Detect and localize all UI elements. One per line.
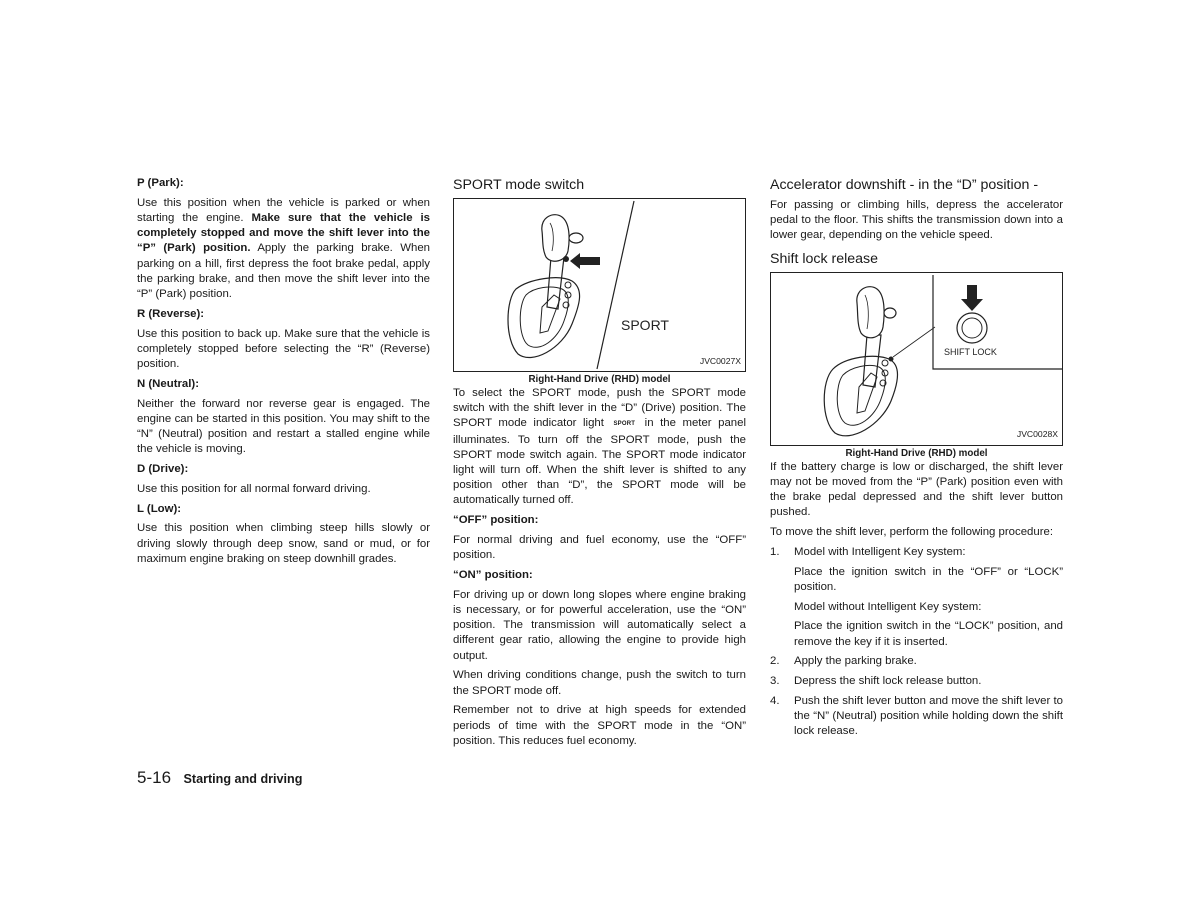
reverse-heading: R (Reverse): xyxy=(137,307,205,320)
middle-column xyxy=(453,176,746,754)
drive-heading: D (Drive): xyxy=(137,463,189,476)
change-text: When driving conditions change, push the switch to turn the SPORT mode off. xyxy=(453,669,746,697)
step-item: 3. Depress the shift lock release button. xyxy=(770,675,982,688)
shift-lock-illustration xyxy=(771,273,1062,445)
shift-lock-label: SHIFT LOCK xyxy=(944,346,997,357)
off-text: For normal driving and fuel economy, use the “OFF” position. xyxy=(453,534,746,562)
sport-figure xyxy=(453,198,746,372)
battery-text: If the battery charge is low or discharged, the shift lever may not be moved from the “P” (Park) position even with the brake pedal depressed and the shift lever button pushed. xyxy=(770,460,1063,519)
chapter-title: Starting and driving xyxy=(183,772,303,786)
shift-lock-figure xyxy=(770,272,1063,446)
on-text: For driving up or down long slopes where engine braking is necessary, or for powerful acceleration, use the “ON” position. The transmission will automatically select a different gear ratio, allowing the engine to provide high output. xyxy=(453,588,746,662)
sport-indicator-icon: SPORT xyxy=(613,421,636,428)
sport-label: SPORT xyxy=(621,317,669,333)
remember-text: Remember not to drive at high speeds for extended periods of time with the SPORT mode in the “ON” position. This reduces fuel economy. xyxy=(453,704,746,747)
page-footer xyxy=(137,768,302,788)
off-heading: “OFF” position: xyxy=(453,514,539,527)
park-warning: Make sure that the vehicle is completely stopped and move the shift lever into the “P” (Park) position. xyxy=(137,212,431,255)
low-heading: L (Low): xyxy=(137,502,182,515)
sport-figure-caption: Right-Hand Drive (RHD) model xyxy=(528,374,671,385)
park-text: Use this position when the vehicle is parked or when starting the engine. Make sure that the vehicle is completely stopped and move the shift lever into the “P” (Park) position. Apply the parking brake. When parking on a hill, first depress the foot brake pedal, apply the parking brake, and then move the shift lever into the “P” (Park) position. xyxy=(137,196,431,301)
shift-lever-illustration xyxy=(454,199,745,371)
neutral-text: Neither the forward nor reverse gear is engaged. The engine can be started in this position. You may shift to the “N” (Neutral) position and restart a stalled engine while the vehicle is moving. xyxy=(137,397,430,456)
step-item: 1. Model with Intelligent Key system: Place the ignition switch in the “OFF” or “LOCK” position. Model without Intelligent Key system: Place the ignition switch in the “LOCK” position, and remove the key if it is inserted. xyxy=(770,545,1063,648)
reverse-text: Use this position to back up. Make sure that the vehicle is completely stopped before selecting the “R” (Reverse) position. xyxy=(137,327,430,371)
on-heading: “ON” position: xyxy=(453,569,533,582)
neutral-heading: N (Neutral): xyxy=(137,377,200,390)
figure-code: JVC0028X xyxy=(1016,429,1058,440)
low-text: Use this position when climbing steep hills slowly or driving slowly through deep snow, sand or mud, or for maximum engine braking on steep downhill grades. xyxy=(137,522,430,565)
sport-intro: To select the SPORT mode, push the SPORT mode switch with the shift lever in the “D” (Drive) position. The SPORT mode indicator light SPORT in the meter panel illuminates. To turn off the SPORT mode, push the SPORT mode switch again. The SPORT mode indicator light will turn off. When the shift lever is shifted to any position other than “D”, the SPORT mode will be automatically turned off. xyxy=(453,387,746,507)
step-item: 2. Apply the parking brake. xyxy=(770,655,917,668)
sport-mode-title: SPORT mode switch xyxy=(453,177,585,193)
figure-code: JVC0027X xyxy=(699,355,741,366)
drive-text: Use this position for all normal forward driving. xyxy=(137,482,371,495)
procedure-steps xyxy=(770,545,1063,740)
procedure-intro: To move the shift lever, perform the following procedure: xyxy=(770,526,1054,539)
shift-lock-title: Shift lock release xyxy=(770,250,879,267)
shift-lock-figure-caption: Right-Hand Drive (RHD) model xyxy=(845,447,988,459)
right-column xyxy=(770,176,1063,744)
step-item: 4. Push the shift lever button and move the shift lever to the “N” (Neutral) position while holding down the shift lock release. xyxy=(770,695,1063,738)
accel-text: For passing or climbing hills, depress the accelerator pedal to the floor. This shifts the transmission down into a lower gear, depending on the vehicle speed. xyxy=(770,199,1063,242)
page-number: 5-16 xyxy=(137,768,172,787)
accel-downshift-title: Accelerator downshift - in the “D” position - xyxy=(770,177,1039,193)
park-heading: P (Park): xyxy=(137,177,184,189)
left-column xyxy=(137,176,430,572)
